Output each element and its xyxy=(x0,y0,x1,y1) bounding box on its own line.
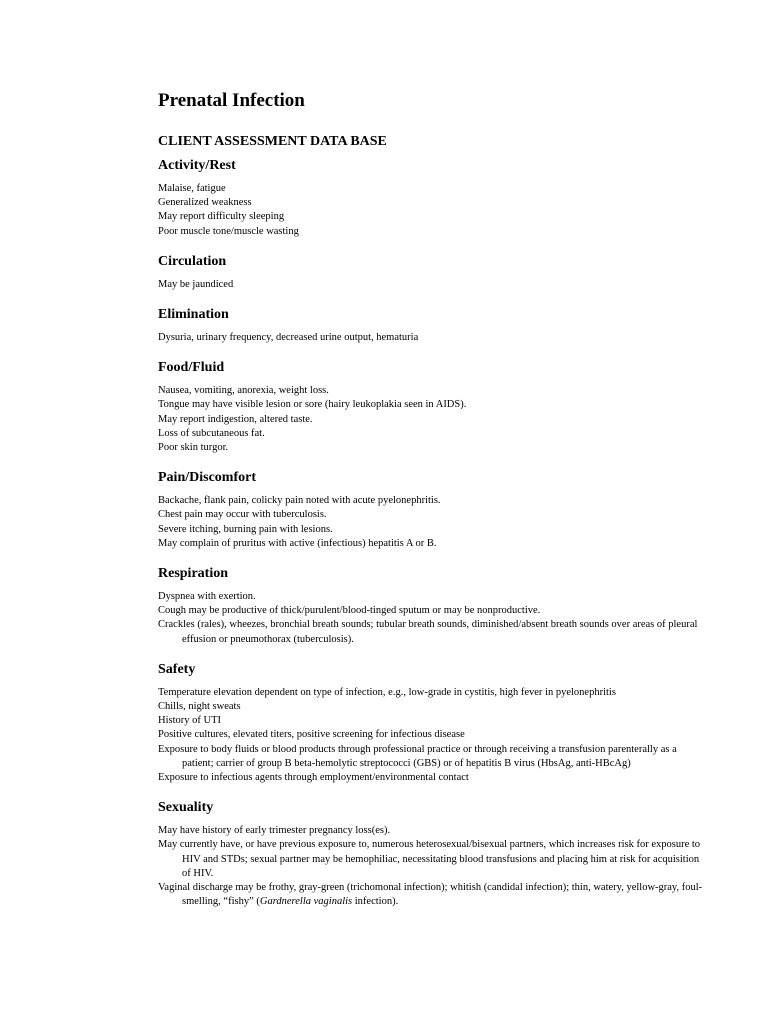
section-list xyxy=(158,590,703,647)
list-item: Positive cultures, elevated titers, positive screening for infectious disease xyxy=(158,729,465,741)
section-list xyxy=(158,182,703,239)
section-list xyxy=(158,331,703,345)
section-pain-discomfort xyxy=(158,468,703,551)
section-respiration xyxy=(158,564,703,647)
organism-name: Gardnerella vaginalis xyxy=(259,896,353,908)
list-item: May be jaundiced xyxy=(158,278,234,290)
document-title: Prenatal Infection xyxy=(158,90,305,111)
list-item: Chest pain may occur with tuberculosis. xyxy=(158,509,327,521)
list-item xyxy=(158,881,703,909)
list-item: May report difficulty sleeping xyxy=(158,211,285,223)
list-item: May complain of pruritus with active (infectious) hepatitis A or B. xyxy=(158,537,437,549)
section-title: Elimination xyxy=(158,307,229,323)
list-item: Malaise, fatigue xyxy=(158,183,226,194)
list-item: Cough may be productive of thick/purulent/blood-tinged sputum or may be nonproductive. xyxy=(158,605,541,617)
section-elimination xyxy=(158,305,703,345)
list-item-text: infection). xyxy=(352,896,399,908)
list-item: Dyspnea with exertion. xyxy=(158,591,256,603)
list-item: History of UTI xyxy=(158,715,221,727)
list-item: Generalized weakness xyxy=(158,197,252,209)
list-item: Dysuria, urinary frequency, decreased urine output, hematuria xyxy=(158,332,419,344)
section-list xyxy=(158,686,703,785)
list-item-text: Vaginal discharge may be frothy, gray-green (trichomonal infection); whitish (candidal infection); thin, watery, yellow-gray, foul-smelling, “fishy” ( xyxy=(158,882,703,908)
section-title: Pain/Discomfort xyxy=(158,470,256,486)
section-title: Activity/Rest xyxy=(158,158,236,173)
list-item: Tongue may have visible lesion or sore (hairy leukoplakia seen in AIDS). xyxy=(158,399,467,411)
section-food-fluid xyxy=(158,358,703,455)
section-title: Circulation xyxy=(158,253,227,269)
list-item: May currently have, or have previous exposure to, numerous heterosexual/bisexual partners, which increases risk for exposure to HIV and STDs; sexual partner may be hemophiliac, necessitating blood transfusions and placing him at risk for acquisition of HIV. xyxy=(158,839,701,879)
list-item: Crackles (rales), wheezes, bronchial breath sounds; tubular breath sounds, diminished/absent breath sounds over areas of pleural effusion or pneumothorax (tuberculosis). xyxy=(158,619,698,645)
list-item: Exposure to infectious agents through employment/environmental contact xyxy=(158,772,469,784)
section-sexuality xyxy=(158,798,703,909)
section-title: Food/Fluid xyxy=(158,360,225,376)
list-item: Temperature elevation dependent on type of infection, e.g., low-grade in cystitis, high fever in pyelonephritis xyxy=(158,686,616,698)
section-list xyxy=(158,494,703,551)
list-item: Exposure to body fluids or blood products through professional practice or through receiving a transfusion parenterally as a patient; carrier of group B beta-hemolytic streptococci (GBS) or of hepatitis B virus (HbsAg, anti-HBcAg) xyxy=(158,743,677,769)
list-item: Backache, flank pain, colicky pain noted with acute pyelonephritis. xyxy=(158,495,441,507)
section-safety xyxy=(158,660,703,785)
list-item: Nausea, vomiting, anorexia, weight loss. xyxy=(158,385,329,397)
database-heading: CLIENT ASSESSMENT DATA BASE xyxy=(158,134,387,149)
list-item: Chills, night sweats xyxy=(158,701,241,713)
section-list xyxy=(158,384,703,455)
section-circulation xyxy=(158,252,703,292)
section-title: Safety xyxy=(158,661,196,677)
section-title: Respiration xyxy=(158,566,228,582)
list-item: Poor skin turgor. xyxy=(158,442,229,454)
section-list xyxy=(158,824,703,909)
list-item: Loss of subcutaneous fat. xyxy=(158,427,265,439)
list-item: Poor muscle tone/muscle wasting xyxy=(158,225,299,237)
list-item: Severe itching, burning pain with lesions. xyxy=(158,523,333,535)
section-title: Sexuality xyxy=(158,800,214,816)
list-item: May have history of early trimester pregnancy loss(es). xyxy=(158,825,391,837)
section-activity-rest xyxy=(158,156,703,239)
section-list xyxy=(158,278,703,292)
document-page xyxy=(158,88,703,910)
list-item: May report indigestion, altered taste. xyxy=(158,413,313,425)
